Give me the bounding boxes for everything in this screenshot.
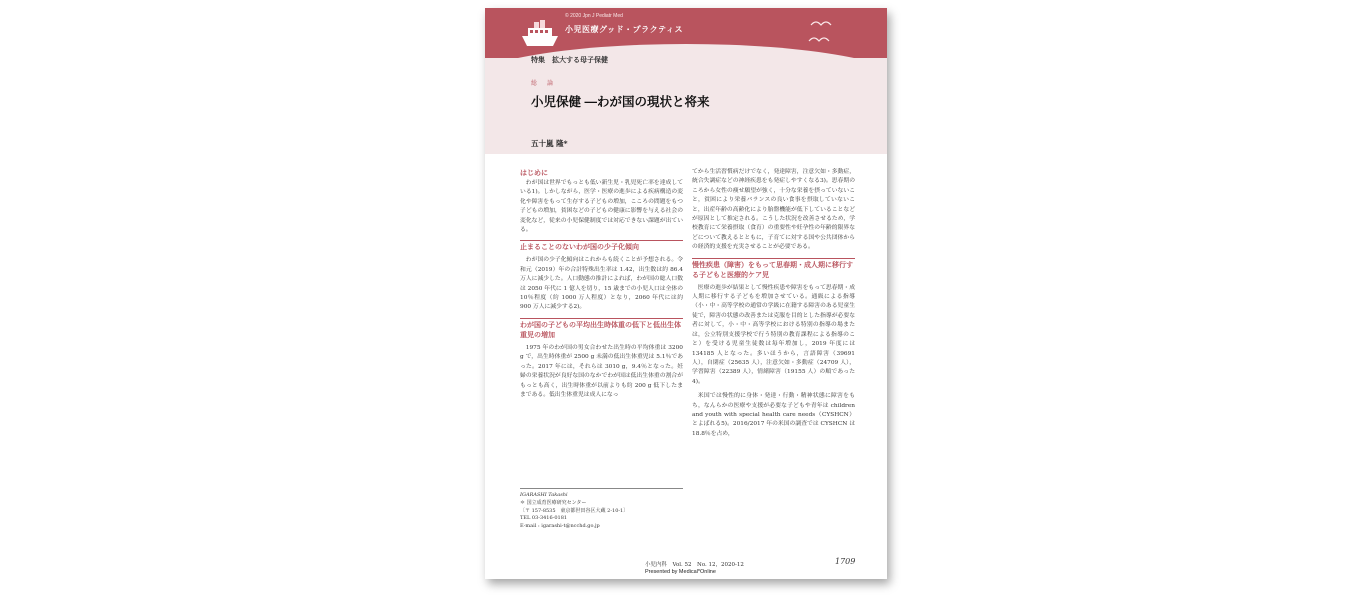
chronic-paragraph-2: 米国では慢性的に身体・発達・行動・精神状態に障害をもち，なんらかの医療や支援が必要な子どもや青年は children and youth with special health care needs（CYSHCN）とよばれる5)。2016/2017 年の米国の調査では CYSHCN は 18.8％を占め， [692, 393, 855, 437]
address: 〔〒 157-8535 東京都世田谷区大蔵 2-10-1〕 [520, 507, 629, 514]
heading-intro: はじめに [520, 170, 548, 177]
presented-by: Presented by Medical*Online [645, 569, 716, 575]
weight-paragraph: 1975 年のわが国の男女合わせた出生時の平均体重は 3200 g で，出生時体重が 2500 g 未満の低出生体重児は 5.1％であった。2017 年には，それらは 3010 g，9.4％となった。妊婦の栄養状況が良好な国のなかでわが国は低出生体重の割合がもっとも高く，出生時体重が以前よりも約 200 g 低下したままである。低出生体重児は成人になっ [520, 344, 683, 398]
heading-weight: わが国の子どもの平均出生時体重の低下と低出生体重児の増加 [520, 318, 683, 341]
continuation-paragraph: てから生活習慣病だけでなく，発達障害，注意欠如・多動症，統合失調症などの神経疾患をも発症しやすくなる3)。思春期のころから女性の痩せ願望が強く，十分な栄養を摂っていないこと，貧困により栄養バランスの良い食事を摂取していないこと，出産年齢の高齢化により胎盤機能が低下していることなどが原因として推定される。こうした状況を改善させるため，学校教育にて栄養摂取（食育）の重要性や妊孕性の年齢的限界などについて教えるとともに，子育てに対する国や公共団体からの経済的支援を充実させることが必要である。 [692, 169, 855, 251]
right-column [692, 168, 855, 444]
feature-label: 特集 拡大する母子保健 [531, 57, 608, 64]
article-title: 小児保健 ―わが国の現状と将来 [531, 95, 710, 109]
birthrate-paragraph: わが国の少子化傾向はこれからも続くことが予想される。令和元（2019）年の合計特殊出生率は 1.42，出生数は約 86.4 万人に減少した。人口動態の推計によれば，わが国の総人口数は 2050 年代に 1 億人を切り，15 歳までの小児人口は全体の 10％程度（約 1000 万人程度）となり，2060 年代には約 900 万人に減少する2)。 [520, 257, 683, 311]
ship-icon [520, 20, 560, 52]
journal-page [485, 8, 887, 579]
email: E-mail : igarashi-t@ncchd.go.jp [520, 523, 600, 530]
section-tag: 総 論 [531, 81, 556, 87]
journal-info: 小児内科 Vol. 52 No. 12，2020-12 [645, 562, 744, 568]
birds-icon [805, 13, 861, 45]
author-affiliation [520, 488, 683, 531]
series-title: 小児医療グッド・プラクティス [565, 25, 683, 34]
author-roman-name: IGARASHI Takashi [520, 492, 568, 498]
intro-paragraph: わが国は世界でもっとも低い新生児・乳児死亡率を達成している1)。しかしながら，医学・医療の進歩による疾病構造の変化や障害をもって生存する子どもの増加，こころの問題をもつ子どもの増加，貧困などの子どもの健康に影響を与える社会の変化など，従来の小児保健制度では対応できない課題が出ている。 [520, 180, 683, 234]
heading-chronic: 慢性疾患（障害）をもって思春期・成人期に移行する子どもと医療的ケア児 [692, 258, 855, 281]
chronic-paragraph-1: 医療の進歩が結果として慢性疾患や障害をもって思春期・成人期に移行する子どもを増加させている。通級による指導（小・中・高等学校の通常の学級に在籍する障害のある児童生徒で，障害の状態の改善または克服を目的とした指導が必要な者に対して，小・中・高等学校における特別の指導の場または，公立特別支援学校で行う特別の教育課程による指導のこと）を受ける児童生徒数は毎年増加し，2019 年度には 134185 人となった。多いほうから，言語障害（39691 人），自閉症（25635 人），注意欠如・多動症（24709 人），学習障害（22389 人），情緒障害（19155 人）の順であった4)。 [692, 284, 855, 385]
copyright-text: © 2020 Jpn J Pediatr Med [565, 13, 623, 19]
left-column [520, 168, 683, 405]
header-banner [485, 8, 887, 58]
page-number: 1709 [835, 557, 856, 566]
telephone: TEL 03-3416-0181 [520, 515, 568, 522]
author-name: 五十嵐 隆* [531, 139, 568, 148]
heading-birthrate: 止まることのないわが国の少子化傾向 [520, 240, 683, 253]
institution: ＊ 国立成育医療研究センター [520, 499, 587, 506]
